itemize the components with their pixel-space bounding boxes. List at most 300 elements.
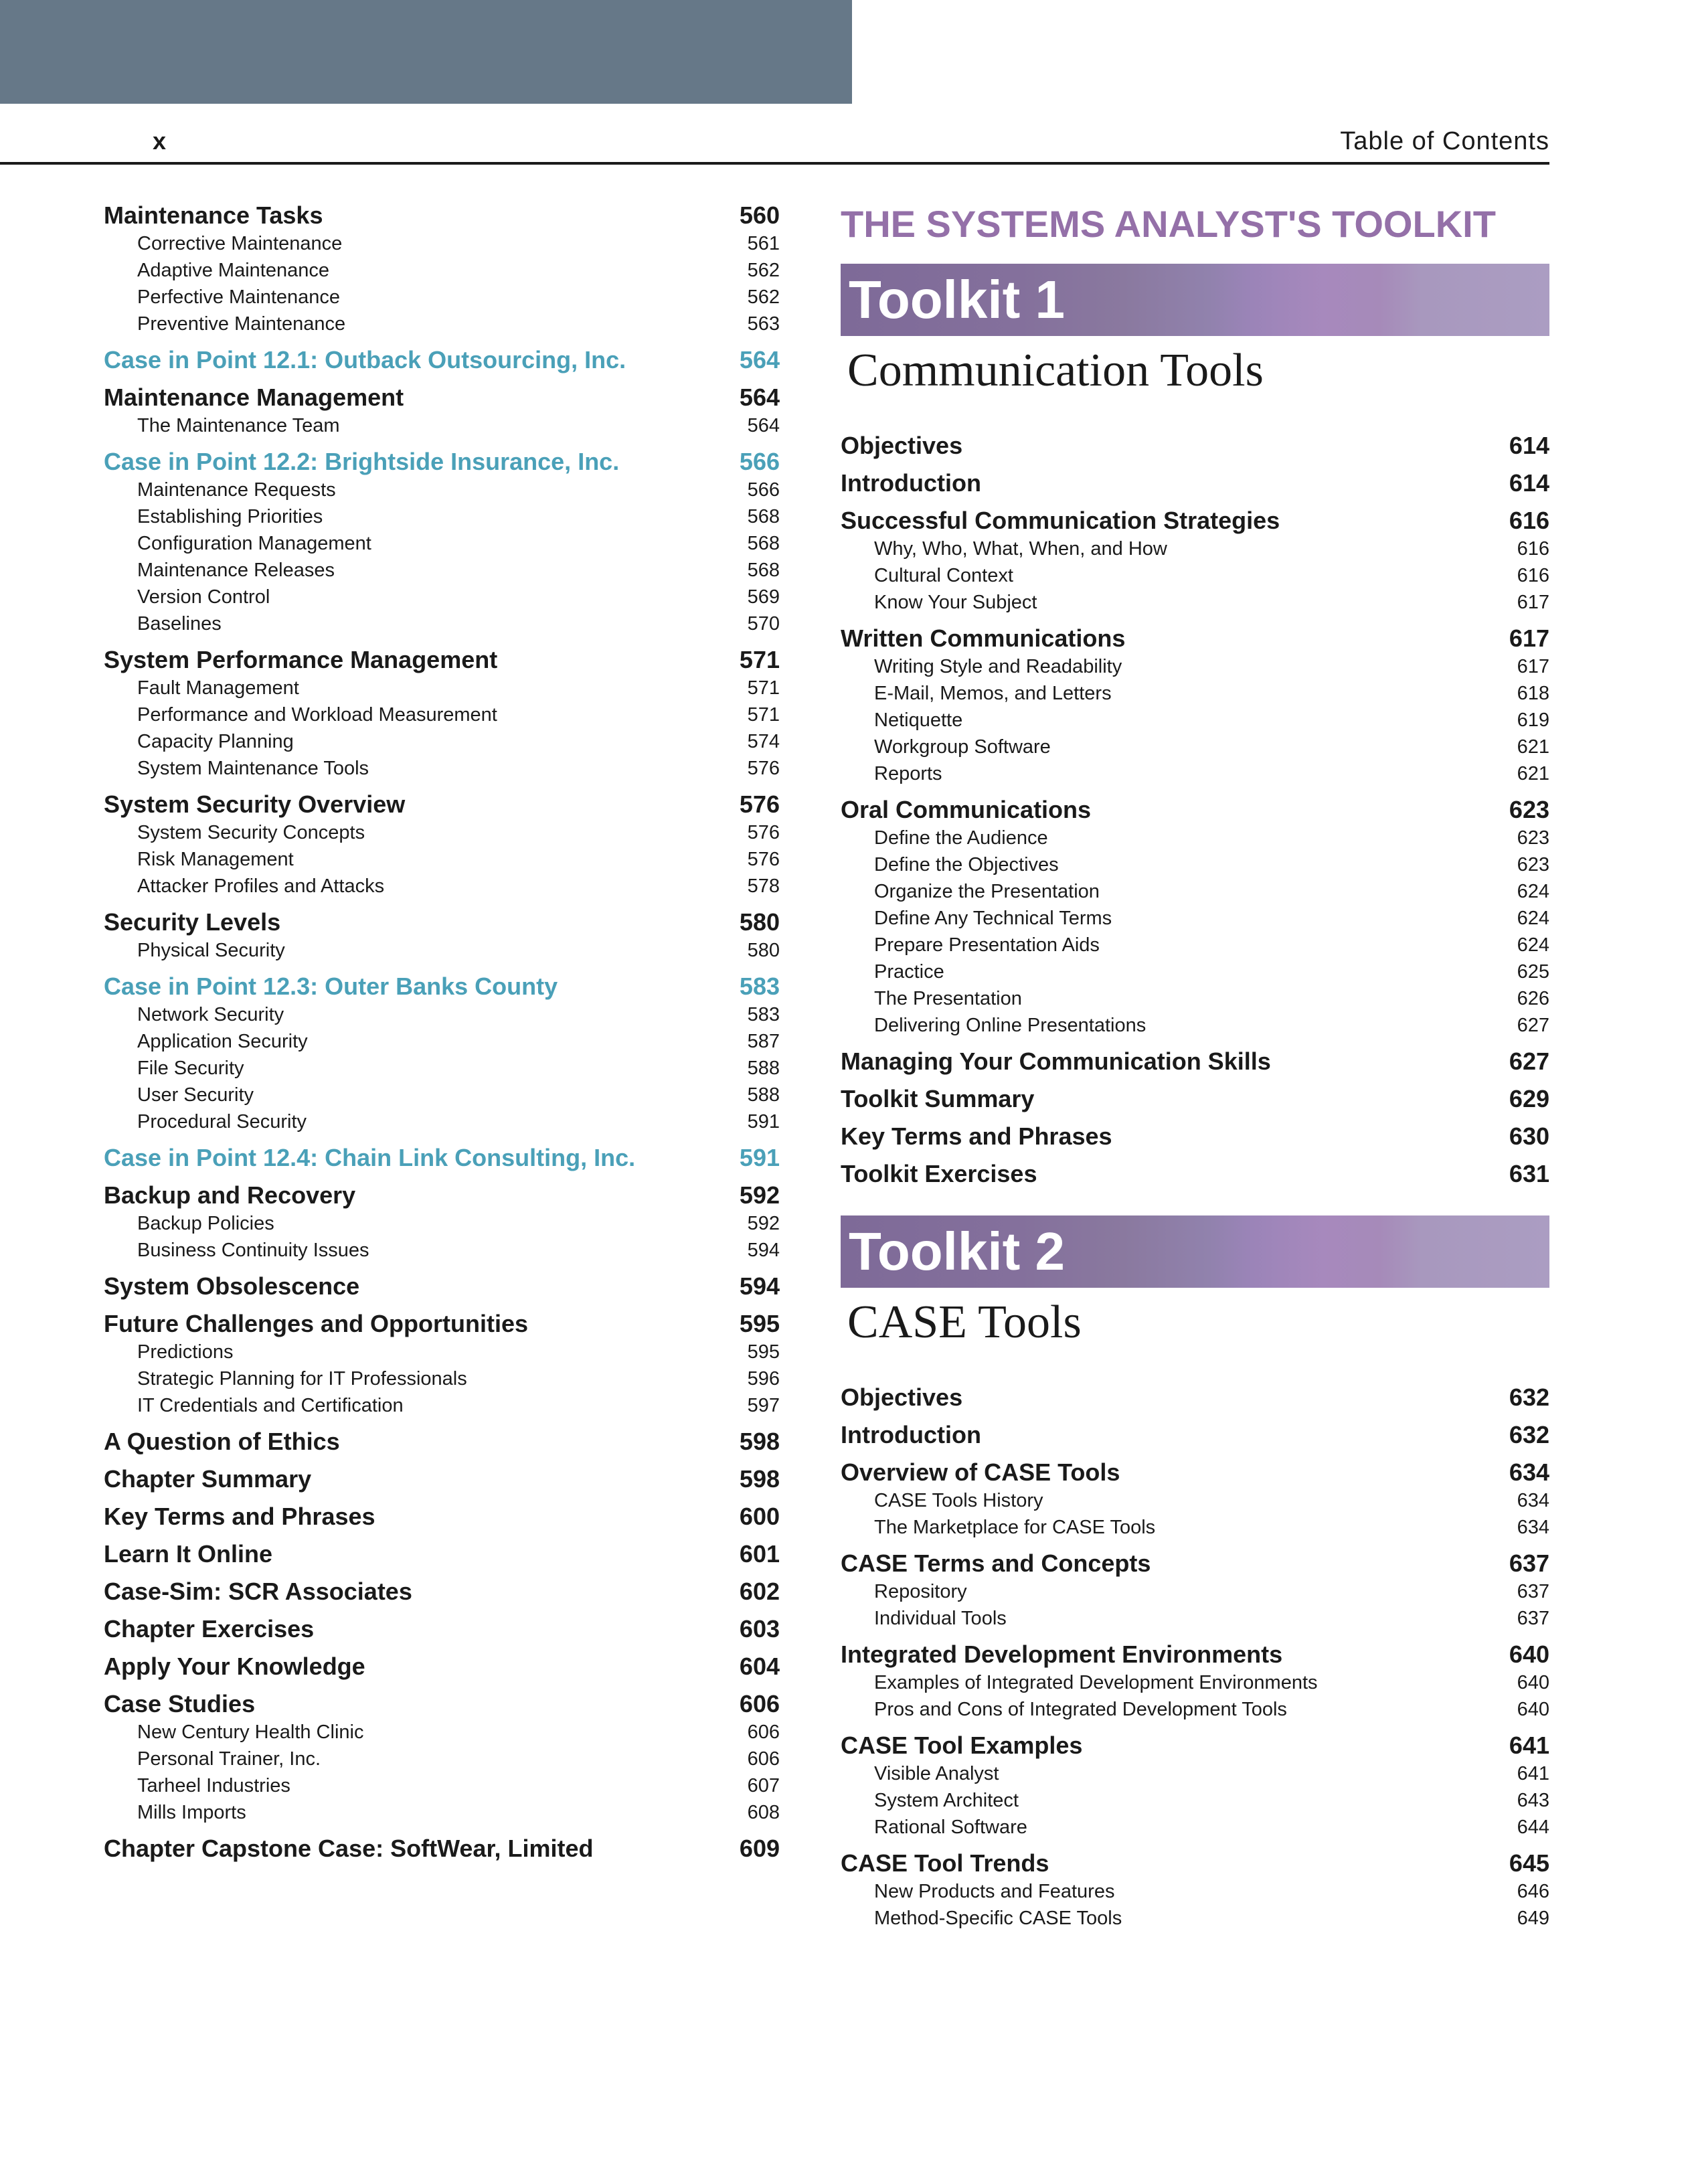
toc-entry-page: 606 — [747, 1748, 780, 1770]
toc-entry-title: Successful Communication Strategies — [841, 507, 1280, 534]
toc-entry-page: 566 — [747, 479, 780, 501]
toc-subentry — [104, 503, 780, 530]
toc-entry-title: Procedural Security — [137, 1111, 307, 1132]
toc-entry-title: Introduction — [841, 469, 981, 497]
toc-entry-page: 591 — [747, 1111, 780, 1132]
toc-entry-page: 571 — [747, 677, 780, 699]
toc-entry-title: System Obsolescence — [104, 1272, 360, 1300]
toc-entry-page: 621 — [1517, 736, 1549, 758]
toc-entry-page: 634 — [1509, 1458, 1549, 1486]
toc-entry-title: Business Continuity Issues — [137, 1240, 369, 1261]
toc-subentry — [104, 257, 780, 284]
toc-left-column — [104, 201, 780, 1863]
toc-entry-page: 576 — [747, 758, 780, 779]
toc-entry-page: 576 — [747, 822, 780, 843]
toc-entry-page: 568 — [747, 533, 780, 554]
toc-entry — [841, 1383, 1549, 1412]
toc-entry-page: 626 — [1517, 988, 1549, 1009]
toc-subentry — [841, 1605, 1549, 1632]
toc-entry-page: 595 — [747, 1341, 780, 1363]
toc-entry-page: 631 — [1509, 1160, 1549, 1187]
toc-entry-title: System Security Concepts — [137, 822, 365, 843]
toc-entry-title: Workgroup Software — [874, 736, 1051, 758]
toc-subentry — [841, 905, 1549, 932]
toc-entry-title: Pros and Cons of Integrated Development Tools — [874, 1699, 1287, 1720]
toc-subentry — [104, 701, 780, 728]
toc-entry — [104, 1689, 780, 1719]
toc-entry-title: The Presentation — [874, 988, 1022, 1009]
toc-entry-title: CASE Tool Examples — [841, 1732, 1083, 1759]
toc-entry-title: Objectives — [841, 432, 963, 459]
toolkit-2-block — [841, 1215, 1549, 1932]
toc-subentry — [841, 1905, 1549, 1932]
toc-entry-title: Tarheel Industries — [137, 1775, 290, 1796]
toc-entry — [841, 1640, 1549, 1669]
toc-entry-page: 560 — [739, 201, 780, 229]
toc-entry — [104, 908, 780, 937]
toc-entry-page: 594 — [747, 1240, 780, 1261]
toc-subentry — [104, 530, 780, 557]
toc-entry-page: 632 — [1509, 1421, 1549, 1448]
toc-subentry — [841, 535, 1549, 562]
toolkit-section-title: THE SYSTEMS ANALYST'S TOOLKIT — [841, 203, 1496, 245]
toc-subentry — [841, 825, 1549, 851]
toc-entry-page: 587 — [747, 1031, 780, 1052]
toc-entry-title: Physical Security — [137, 940, 285, 961]
toc-entry-page: 623 — [1517, 854, 1549, 875]
toc-entry-title: System Performance Management — [104, 646, 498, 673]
toc-entry-page: 625 — [1517, 961, 1549, 983]
toc-subentry — [104, 675, 780, 701]
toc-entry-title: Prepare Presentation Aids — [874, 934, 1100, 956]
toc-entry-title: Security Levels — [104, 908, 281, 936]
toc-subentry — [841, 562, 1549, 589]
toc-entry-page: 598 — [739, 1465, 780, 1493]
toc-entry-page: 616 — [1517, 538, 1549, 560]
toc-case-entry — [104, 972, 780, 1001]
toc-entry-title: Backup Policies — [137, 1213, 274, 1234]
toc-subentry — [841, 1487, 1549, 1514]
toc-subentry — [841, 1760, 1549, 1787]
toc-subentry — [841, 1578, 1549, 1605]
toc-subentry — [104, 846, 780, 873]
toolkit-2-entries — [841, 1383, 1549, 1932]
toc-subentry — [104, 755, 780, 782]
toc-entry-page: 634 — [1517, 1490, 1549, 1511]
toolkit-2-banner: Toolkit 2 — [841, 1215, 1549, 1288]
toc-entry-page: 624 — [1517, 881, 1549, 902]
toc-entry-title: Individual Tools — [874, 1608, 1007, 1629]
toc-entry-page: 640 — [1509, 1641, 1549, 1668]
toc-entry-page: 596 — [747, 1368, 780, 1390]
toc-entry-page: 566 — [739, 448, 780, 475]
toc-entry-title: Fault Management — [137, 677, 299, 699]
toc-entry — [104, 1502, 780, 1531]
toc-entry-page: 616 — [1509, 507, 1549, 534]
toc-entry-title: Predictions — [137, 1341, 234, 1363]
toc-entry — [104, 383, 780, 412]
toc-entry-title: Integrated Development Environments — [841, 1641, 1283, 1668]
toc-entry-title: System Architect — [874, 1790, 1019, 1811]
toc-entry-page: 583 — [739, 973, 780, 1000]
toc-entry-title: Delivering Online Presentations — [874, 1015, 1147, 1036]
toc-entry-title: CASE Terms and Concepts — [841, 1549, 1151, 1577]
toc-entry-title: Attacker Profiles and Attacks — [137, 875, 385, 897]
toc-entry-title: CASE Tools History — [874, 1490, 1043, 1511]
toc-entry-page: 601 — [739, 1540, 780, 1568]
toc-entry — [841, 1731, 1549, 1760]
toc-entry-title: Establishing Priorities — [137, 506, 323, 527]
toc-entry — [104, 1272, 780, 1301]
toc-entry-page: 641 — [1509, 1732, 1549, 1759]
toc-subentry — [104, 477, 780, 503]
toc-entry-title: Future Challenges and Opportunities — [104, 1310, 529, 1337]
toc-entry-page: 616 — [1517, 565, 1549, 586]
toc-entry-page: 619 — [1517, 709, 1549, 731]
toc-entry — [104, 201, 780, 230]
toc-entry-page: 606 — [747, 1721, 780, 1743]
toc-subentry — [841, 1878, 1549, 1905]
toc-entry-page: 563 — [747, 313, 780, 335]
toc-entry-page: 602 — [739, 1578, 780, 1605]
toc-entry-title: E-Mail, Memos, and Letters — [874, 683, 1112, 704]
toc-entry — [841, 1420, 1549, 1450]
toc-entry — [104, 1539, 780, 1569]
toc-entry — [841, 1122, 1549, 1151]
toc-entry-title: Preventive Maintenance — [137, 313, 346, 335]
toc-entry-title: Case-Sim: SCR Associates — [104, 1578, 412, 1605]
toc-entry-page: 618 — [1517, 683, 1549, 704]
toc-subentry — [841, 1696, 1549, 1723]
toc-right-column — [841, 201, 1549, 1932]
toc-entry-title: Mills Imports — [137, 1802, 246, 1823]
toc-entry — [841, 795, 1549, 825]
toc-entry-title: Netiquette — [874, 709, 963, 731]
toc-entry-page: 598 — [739, 1428, 780, 1455]
toc-subentry — [104, 1001, 780, 1028]
toc-subentry — [841, 1669, 1549, 1696]
toc-entry-title: System Maintenance Tools — [137, 758, 369, 779]
toc-subentry — [104, 1365, 780, 1392]
toc-entry-title: Introduction — [841, 1421, 981, 1448]
toc-entry-title: Perfective Maintenance — [137, 286, 341, 308]
toc-entry-title: The Marketplace for CASE Tools — [874, 1517, 1156, 1538]
toc-entry-page: 564 — [747, 415, 780, 436]
toc-entry-page: 607 — [747, 1775, 780, 1796]
toc-subentry — [841, 932, 1549, 958]
toc-entry-title: Written Communications — [841, 624, 1126, 652]
toc-entry-title: Maintenance Releases — [137, 560, 335, 581]
toc-entry-title: Define the Audience — [874, 827, 1048, 849]
toc-entry-page: 623 — [1517, 827, 1549, 849]
toc-entry-title: Method-Specific CASE Tools — [874, 1908, 1122, 1929]
toc-subentry — [841, 1814, 1549, 1841]
toc-subentry — [104, 284, 780, 311]
toc-entry-page: 624 — [1517, 934, 1549, 956]
toc-entry-page: 608 — [747, 1802, 780, 1823]
toc-entry-title: Application Security — [137, 1031, 308, 1052]
toc-entry-title: System Security Overview — [104, 790, 406, 818]
toc-entry-title: Overview of CASE Tools — [841, 1458, 1120, 1486]
toc-entry — [104, 1834, 780, 1863]
toc-entry-page: 614 — [1509, 432, 1549, 459]
toc-entry-page: 588 — [747, 1058, 780, 1079]
toc-entry-page: 568 — [747, 560, 780, 581]
toc-entry-title: Chapter Summary — [104, 1465, 312, 1493]
toc-entry-page: 562 — [747, 286, 780, 308]
running-title: Table of Contents — [1340, 127, 1549, 155]
toc-entry — [841, 1084, 1549, 1114]
toc-entry-title: Repository — [874, 1581, 967, 1602]
toolkit-2-name: CASE Tools — [847, 1296, 1082, 1348]
toolkit-1-banner: Toolkit 1 — [841, 264, 1549, 336]
toc-subentry — [841, 760, 1549, 787]
toc-entry-title: Baselines — [137, 613, 222, 635]
toc-subentry — [104, 873, 780, 900]
toc-subentry — [841, 589, 1549, 616]
toc-entry-title: Capacity Planning — [137, 731, 294, 752]
toc-entry-page: 592 — [739, 1181, 780, 1209]
toc-subentry — [104, 1772, 780, 1799]
toc-entry-page: 595 — [739, 1310, 780, 1337]
toc-entry-title: Network Security — [137, 1004, 284, 1025]
toc-subentry — [104, 1339, 780, 1365]
toc-entry — [841, 1458, 1549, 1487]
toc-entry-title: Know Your Subject — [874, 592, 1037, 613]
toc-entry-page: 641 — [1517, 1763, 1549, 1784]
toc-entry-title: Case Studies — [104, 1690, 256, 1717]
toc-entry-page: 592 — [747, 1213, 780, 1234]
toc-entry-page: 588 — [747, 1084, 780, 1106]
toc-entry-title: Examples of Integrated Development Environments — [874, 1672, 1318, 1693]
toc-entry-title: Writing Style and Readability — [874, 656, 1122, 677]
toc-entry-title: Chapter Capstone Case: SoftWear, Limited — [104, 1835, 594, 1862]
toc-entry-page: 643 — [1517, 1790, 1549, 1811]
toc-entry-page: 591 — [739, 1144, 780, 1171]
toc-entry-title: The Maintenance Team — [137, 415, 340, 436]
toc-subentry — [104, 1210, 780, 1237]
toc-subentry — [841, 878, 1549, 905]
toc-subentry — [104, 1392, 780, 1419]
toc-entry-page: 623 — [1509, 796, 1549, 823]
toc-subentry — [841, 985, 1549, 1012]
toc-entry-page: 576 — [747, 849, 780, 870]
toc-subentry — [104, 1719, 780, 1746]
toc-subentry — [104, 1082, 780, 1108]
toc-entry-page: 627 — [1509, 1047, 1549, 1075]
toc-subentry — [841, 1514, 1549, 1541]
toc-subentry — [841, 1012, 1549, 1039]
toc-subentry — [104, 1108, 780, 1135]
toc-entry-title: Learn It Online — [104, 1540, 273, 1568]
toc-entry-page: 564 — [739, 346, 780, 373]
toc-subentry — [841, 653, 1549, 680]
toc-entry-page: 640 — [1517, 1672, 1549, 1693]
toc-entry-title: Case in Point 12.1: Outback Outsourcing, Inc. — [104, 346, 626, 373]
toc-entry-page: 571 — [739, 646, 780, 673]
toc-entry-title: CASE Tool Trends — [841, 1849, 1049, 1877]
toolkit-1-block — [841, 264, 1549, 1189]
toc-entry-page: 637 — [1517, 1608, 1549, 1629]
toc-entry-title: Define the Objectives — [874, 854, 1059, 875]
toc-entry-title: Objectives — [841, 1383, 963, 1411]
toc-entry-title: Maintenance Requests — [137, 479, 336, 501]
toc-entry-page: 617 — [1517, 592, 1549, 613]
toc-entry-title: A Question of Ethics — [104, 1428, 340, 1455]
toc-subentry — [104, 1746, 780, 1772]
toc-entry-page: 580 — [747, 940, 780, 961]
toc-entry-page: 621 — [1517, 763, 1549, 784]
toc-entry-page: 597 — [747, 1395, 780, 1416]
toc-entry-page: 569 — [747, 586, 780, 608]
toc-entry-title: Toolkit Summary — [841, 1085, 1035, 1112]
toc-entry — [104, 1464, 780, 1494]
toc-entry-title: Maintenance Management — [104, 384, 404, 411]
toc-entry-title: Define Any Technical Terms — [874, 908, 1112, 929]
toc-entry-title: Corrective Maintenance — [137, 233, 343, 254]
toc-entry-title: Practice — [874, 961, 944, 983]
toc-subentry — [104, 728, 780, 755]
toc-entry — [841, 1849, 1549, 1878]
toc-subentry — [104, 230, 780, 257]
toc-entry — [104, 1181, 780, 1210]
toc-entry — [841, 1159, 1549, 1189]
toc-entry-title: Case in Point 12.4: Chain Link Consulting, Inc. — [104, 1144, 636, 1171]
toc-entry-title: File Security — [137, 1058, 244, 1079]
toc-entry-page: 640 — [1517, 1699, 1549, 1720]
toc-entry-page: 634 — [1517, 1517, 1549, 1538]
toc-entry-page: 630 — [1509, 1122, 1549, 1150]
toc-entry-page: 562 — [747, 260, 780, 281]
toc-entry-title: Case in Point 12.2: Brightside Insurance, Inc. — [104, 448, 620, 475]
toc-entry — [104, 790, 780, 819]
toc-entry-page: 629 — [1509, 1085, 1549, 1112]
toc-subentry — [841, 958, 1549, 985]
toc-subentry — [841, 734, 1549, 760]
toc-entry-title: User Security — [137, 1084, 254, 1106]
toc-entry-title: Visible Analyst — [874, 1763, 999, 1784]
toc-entry — [104, 1309, 780, 1339]
toc-entry-title: Version Control — [137, 586, 270, 608]
toc-entry-page: 649 — [1517, 1908, 1549, 1929]
toc-entry-page: 564 — [739, 384, 780, 411]
toc-entry-title: Oral Communications — [841, 796, 1092, 823]
toc-entry-title: New Products and Features — [874, 1881, 1115, 1902]
toc-entry-title: Reports — [874, 763, 942, 784]
toc-subentry — [104, 610, 780, 637]
toc-entry-page: 576 — [739, 790, 780, 818]
header-rule — [0, 162, 1549, 165]
toc-entry-page: 627 — [1517, 1015, 1549, 1036]
toc-entry-title: Case in Point 12.3: Outer Banks County — [104, 973, 558, 1000]
toc-entry-title: Apply Your Knowledge — [104, 1653, 365, 1680]
toc-entry — [841, 506, 1549, 535]
toc-entry-page: 617 — [1517, 656, 1549, 677]
toc-subentry — [104, 557, 780, 584]
toc-entry-title: Managing Your Communication Skills — [841, 1047, 1271, 1075]
toc-entry-page: 617 — [1509, 624, 1549, 652]
toc-entry — [104, 1652, 780, 1681]
toc-entry-title: Rational Software — [874, 1817, 1027, 1838]
toc-entry-page: 624 — [1517, 908, 1549, 929]
toc-entry — [841, 431, 1549, 460]
toc-entry-title: New Century Health Clinic — [137, 1721, 364, 1743]
toc-entry-page: 600 — [739, 1503, 780, 1530]
toc-entry — [841, 469, 1549, 498]
toc-entry-title: IT Credentials and Certification — [137, 1395, 404, 1416]
toc-case-entry — [104, 1143, 780, 1173]
toc-subentry — [104, 311, 780, 337]
toc-entry — [841, 1549, 1549, 1578]
toc-subentry — [104, 937, 780, 964]
toc-entry-page: 604 — [739, 1653, 780, 1680]
toc-entry-title: Risk Management — [137, 849, 294, 870]
toolkit-1-name: Communication Tools — [847, 345, 1264, 396]
toc-entry-title: Key Terms and Phrases — [841, 1122, 1112, 1150]
toc-entry-page: 606 — [739, 1690, 780, 1717]
toc-entry-title: Why, Who, What, When, and How — [874, 538, 1167, 560]
toc-entry-page: 578 — [747, 875, 780, 897]
toc-entry-page: 580 — [739, 908, 780, 936]
toc-entry — [104, 1614, 780, 1644]
toc-entry-title: Maintenance Tasks — [104, 201, 323, 229]
toc-entry-page: 637 — [1517, 1581, 1549, 1602]
toc-entry-title: Adaptive Maintenance — [137, 260, 329, 281]
toc-subentry — [104, 584, 780, 610]
toc-entry-title: Organize the Presentation — [874, 881, 1100, 902]
toc-entry-page: 645 — [1509, 1849, 1549, 1877]
toc-entry-page: 614 — [1509, 469, 1549, 497]
toolkit-1-entries — [841, 431, 1549, 1189]
toc-entry-page: 571 — [747, 704, 780, 726]
toc-entry-title: Backup and Recovery — [104, 1181, 356, 1209]
toc-entry-page: 570 — [747, 613, 780, 635]
toc-entry-page: 603 — [739, 1615, 780, 1643]
toc-subentry — [104, 412, 780, 439]
toc-entry-page: 568 — [747, 506, 780, 527]
toc-entry-title: Cultural Context — [874, 565, 1013, 586]
toc-entry — [841, 624, 1549, 653]
toc-entry-page: 637 — [1509, 1549, 1549, 1577]
toc-subentry — [841, 851, 1549, 878]
toc-subentry — [841, 707, 1549, 734]
toc-entry-page: 583 — [747, 1004, 780, 1025]
toc-subentry — [104, 1028, 780, 1055]
toc-entry-page: 632 — [1509, 1383, 1549, 1411]
toc-entry-page: 646 — [1517, 1881, 1549, 1902]
toc-subentry — [841, 1787, 1549, 1814]
toc-entry-title: Performance and Workload Measurement — [137, 704, 497, 726]
toc-case-entry — [104, 345, 780, 375]
toc-entry — [104, 1427, 780, 1456]
toc-entry — [104, 645, 780, 675]
toc-subentry — [841, 680, 1549, 707]
toc-entry-page: 561 — [747, 233, 780, 254]
toc-entry-page: 594 — [739, 1272, 780, 1300]
page-number: x — [153, 127, 167, 155]
toc-subentry — [104, 1799, 780, 1826]
header-color-band — [0, 0, 852, 104]
toc-entry-title: Key Terms and Phrases — [104, 1503, 375, 1530]
toc-entry-page: 609 — [739, 1835, 780, 1862]
toc-entry — [104, 1577, 780, 1606]
toc-case-entry — [104, 447, 780, 477]
toc-entry-title: Personal Trainer, Inc. — [137, 1748, 321, 1770]
toc-subentry — [104, 1237, 780, 1264]
toc-entry-title: Configuration Management — [137, 533, 371, 554]
toc-entry-page: 644 — [1517, 1817, 1549, 1838]
toc-entry — [841, 1047, 1549, 1076]
